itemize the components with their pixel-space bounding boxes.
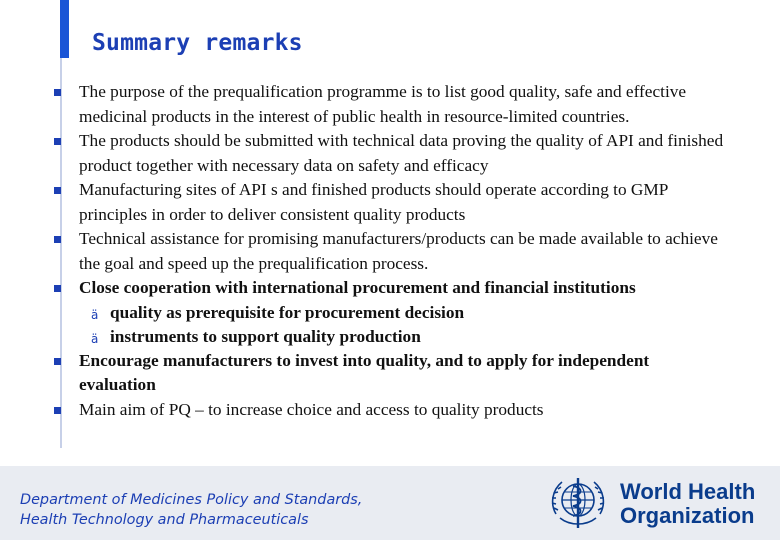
department-text (20, 490, 362, 530)
sub-bullet-text: instruments to support quality production (110, 326, 421, 346)
bullet-item (0, 178, 729, 227)
bullet-item (0, 349, 729, 398)
bullet-item (0, 129, 729, 178)
bullet-item (0, 398, 729, 423)
square-bullet-icon (54, 407, 61, 414)
who-logo-line-2: Organization (620, 503, 755, 528)
bullet-text: Encourage manufacturers to invest into quality, and to apply for independent evaluation (79, 350, 650, 394)
bullet-text: Main aim of PQ – to increase choice and access to quality products (79, 399, 544, 419)
department-line-1: Department of Medicines Policy and Standards, (20, 492, 363, 508)
square-bullet-icon (54, 358, 61, 365)
square-bullet-icon (54, 138, 61, 145)
arrow-bullet-icon: ä (91, 331, 99, 346)
bullet-text: The products should be submitted with technical data proving the quality of API and finished product together with necessary data on safety and efficacy (79, 131, 724, 175)
bullet-text: Manufacturing sites of API s and finished products should operate according to GMP principles in order to deliver consistent quality products (79, 180, 668, 224)
arrow-bullet-icon: ä (91, 307, 99, 322)
bullet-item (0, 276, 729, 301)
square-bullet-icon (54, 187, 61, 194)
title-accent-bar (60, 0, 69, 58)
sub-bullet-item (0, 325, 750, 349)
square-bullet-icon (54, 236, 61, 243)
bullet-item (0, 227, 729, 276)
who-logo-text (620, 480, 755, 528)
bullet-text: Close cooperation with international procurement and financial institutions (79, 278, 636, 297)
who-logo-line-1: World Health (620, 479, 756, 504)
sub-bullet-text: quality as prerequisite for procurement decision (110, 302, 465, 322)
who-emblem-icon (546, 474, 610, 534)
department-line-2: Health Technology and Pharmaceuticals (20, 512, 309, 528)
bullet-list (0, 80, 780, 422)
bullet-text: Technical assistance for promising manufacturers/products can be made available to achieve the goal and speed up the prequalification process. (79, 229, 718, 273)
slide-title: Summary remarks (92, 30, 303, 56)
footer-bar (0, 466, 780, 540)
bullet-text: The purpose of the prequalification programme is to list good quality, safe and effective medicinal products in the interest of public health in resource-limited countries. (79, 82, 687, 126)
square-bullet-icon (54, 89, 61, 96)
bullet-item (0, 80, 729, 129)
square-bullet-icon (54, 285, 61, 292)
sub-bullet-item (0, 301, 750, 325)
